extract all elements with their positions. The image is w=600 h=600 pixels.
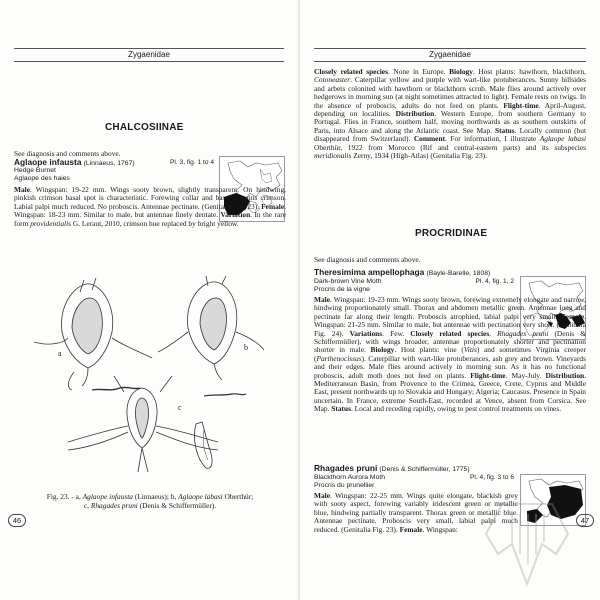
- figure-label-b: b: [244, 343, 248, 352]
- intro-text: See diagnosis and comments above.: [314, 255, 421, 264]
- plate-reference: Pl. 3, fig. 1 to 4: [170, 159, 214, 166]
- species-name: Rhagades pruni: [314, 463, 378, 473]
- common-name-fr: Procris de la vigne: [314, 286, 370, 293]
- species-name: Theresimima ampellophaga: [314, 267, 425, 277]
- species-name: Aglaope infausta: [14, 157, 82, 167]
- section-title: CHALCOSIINAE: [105, 122, 184, 133]
- page-number: 47: [576, 514, 594, 527]
- figure-label-a: a: [58, 349, 62, 358]
- section-title: PROCRIDINAE: [415, 228, 488, 239]
- figure-label-c: c: [178, 403, 182, 412]
- figure-caption: Fig. 23. - a, Aglaope infausta (Linnaeus); b, Aglaope labasi Oberthür; c, Rhagades pruni (Denis & Schiffermüller).: [46, 492, 254, 510]
- common-name-en: Hedge Burnet: [14, 167, 56, 174]
- page-number: 46: [8, 514, 26, 527]
- plate-reference: Pl. 4, fig. 1, 2: [475, 278, 514, 285]
- intro-text: See diagnosis and comments above.: [14, 149, 121, 158]
- running-head: Zygaenidae: [314, 48, 586, 62]
- running-head: Zygaenidae: [14, 48, 284, 62]
- common-name-fr: Aglaope des haies: [14, 175, 70, 182]
- common-name-en: Blackthorn Aurora Moth: [314, 474, 386, 481]
- species-author: (Linnaeus, 1767): [83, 160, 135, 167]
- genitalia-figure: [28, 272, 268, 482]
- rhagades-description: Male. Wingspan: 22-25 mm. Wings quite elongate, blackish grey with sooty aspect, forewing variably iridescent green or metallic blue, hindwing partially transparent. Thorax green or metallic blue. Antennae pectinate. Proboscis very small, labial palpi much reduced. (Genitalia Fig. 23). Female. Wingspan:: [314, 491, 518, 534]
- aglaope-continued-text: Closely related species. None in Europe. Biology. Host plants: hawthorn, blackthorn, Cotoneaster. Caterpillar yellow and purple with wart-like protuberances. Sunny hillsides and arbets colonited with hawthorn or blackthorn scrub. Male flies around actively over hedgerows in morning sun (at night sometimes attracted to light). Female rests on twigs. In the absence of proboscis, adults do not feed on plants. Flight-time. April-August, depending on localities. Distribution. Western Europe, from southern Germany to Portugal. Flies in France, southern half, moving northwards as as southern outskirts of Paris, into Alsace and along the Atlantic coast. See Map. Status. Locally common (but disappeared from Switzerland). Comment. For information, I illustrate Aglaope labasi Oberthür, 1922 from Morocco (Rif and central-eastern parts) and its subspecies meridionalis Zerny, 1934 (High-Atlas) (Genitalia Fig. 23).: [314, 67, 587, 161]
- species-author: (Denis & Schiffermüller, 1775): [379, 466, 470, 473]
- species-description: Male. Wingspan: 19-22 mm. Wings sooty brown, slightly transparent. On hindwing, pinkish crimson basal spot is characteristic. Forewing collar and basal margins crimson. Labial palpi much reduced. No proboscis. Antennae pectinate. (Genitalia Fig. 23). Female. Wingspan: 18-23 mm. Similar to male, but antennae finely dentate. Variation. In the rare form providentialis G. Leraut, 2010, crimson hue replaced by bright yellow.: [14, 185, 286, 228]
- common-name-fr: Procris du prunellier: [314, 482, 375, 489]
- theresimima-description: Male. Wingspan: 19-23 mm. Wings sooty brown, forewing extremely elongate and narrow, hindwing proportionately small. Thorax and abdomen metallic green. Antennae long and pectinate far along their length. Proboscis atrophied, labial palpi very small. Female. Wingspan: 21-25 mm. Similar to male, but antennae with pectination very short. (Genitalia Fig. 24). Variations. Few. Closely related species. Rhagades pruni (Denis & Schiffermüller), with wings broader, antennae proportionately shorter and pectination shorter in male. Biology. Host plants: vine (Vitis) and sometimes Virginia creeper (Parthenocissus). Caterpillar with wart-like protuberances, ash grey and brown. Vineyards and their edges. Male flies around actively in morning sun. As it has no functional proboscis, adult moth does not feed on plants. Flight-time. May-July. Distribution. Mediterranean Basin, from Provence to the Crimea, Greece, Crete, Cyprus and Middle East, present northwards up to Slovakia and Hungary; Algeria; Caucasus. Presence in Spain uncertain. In France, extreme South-East, recorded at Vence, absent from Corsica. See Map. Status. Local and receding rapidly, owing to pest control treatments on vines.: [314, 295, 586, 414]
- species-author: (Bayle-Barelle, 1808): [426, 270, 491, 277]
- watermark-logo-icon: [472, 494, 582, 594]
- plate-reference: Pl. 4, fig. 3 to 6: [470, 474, 514, 481]
- common-name-en: Dark-brown Vine Moth: [314, 278, 382, 285]
